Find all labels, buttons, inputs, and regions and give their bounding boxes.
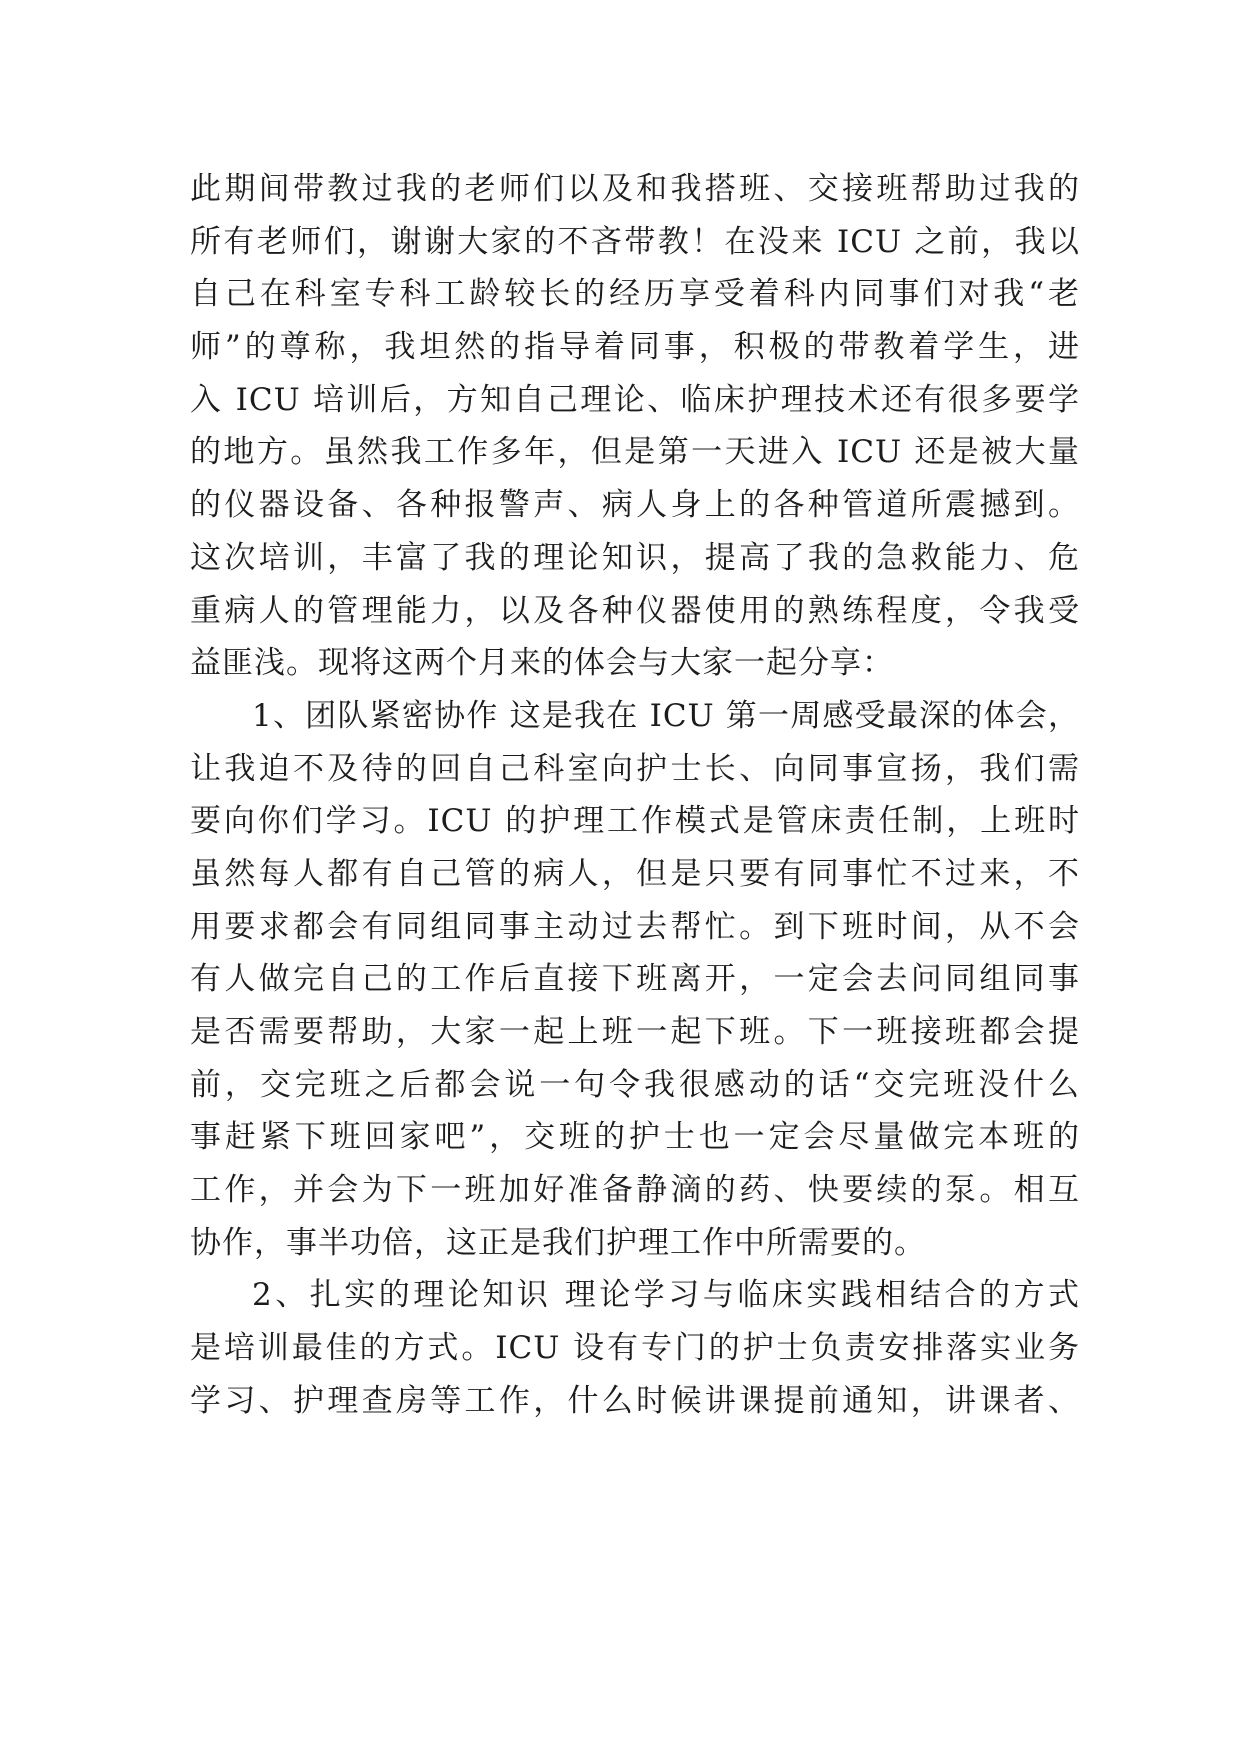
text-line: 所有老师们，谢谢大家的不吝带教！在没来 ICU 之前，我以 (190, 223, 1080, 260)
text-line: 协作，事半功倍，这正是我们护理工作中所需要的。 (190, 1224, 926, 1261)
text-line: 是否需要帮助，大家一起上班一起下班。下一班接班都会提 (190, 1014, 1080, 1050)
text-line: 的地方。虽然我工作多年，但是第一天进入 ICU 还是被大量 (190, 434, 1080, 471)
text-line: 自己在科室专科工龄较长的经历享受着科内同事们对我“老 (190, 276, 1080, 313)
text-line: 2、扎实的理论知识 理论学习与临床实践相结合的方式 (252, 1277, 1080, 1314)
text-line: 重病人的管理能力，以及各种仪器使用的熟练程度，令我受 (190, 592, 1080, 629)
text-line: 前，交完班之后都会说一句令我很感动的话“交完班没什么 (190, 1066, 1080, 1103)
text-line: 师”的尊称，我坦然的指导着同事，积极的带教着学生，进 (190, 329, 1080, 366)
text-line: 要向你们学习。ICU 的护理工作模式是管床责任制，上班时 (190, 803, 1080, 840)
text-line: 虽然每人都有自己管的病人，但是只要有同事忙不过来，不 (190, 855, 1080, 892)
text-line: 让我迫不及待的回自己科室向护士长、向同事宣扬，我们需 (190, 750, 1080, 787)
text-line: 事赶紧下班回家吧”，交班的护士也一定会尽量做完本班的 (190, 1119, 1080, 1156)
text-line: 这次培训，丰富了我的理论知识，提高了我的急救能力、危 (190, 539, 1080, 576)
text-line: 此期间带教过我的老师们以及和我搭班、交接班帮助过我的 (190, 171, 1080, 207)
text-line: 用要求都会有同组同事主动过去帮忙。到下班时间，从不会 (190, 908, 1080, 945)
text-line: 的仪器设备、各种报警声、病人身上的各种管道所震撼到。 (190, 487, 1080, 524)
text-line: 学习、护理查房等工作，什么时候讲课提前通知，讲课者、 (190, 1382, 1080, 1419)
body-text (190, 163, 1080, 1428)
text-line: 1、团队紧密协作 这是我在 ICU 第一周感受最深的体会， (252, 697, 1080, 734)
text-line: 有人做完自己的工作后直接下班离开，一定会去问同组同事 (190, 961, 1080, 998)
text-line: 工作，并会为下一班加好准备静滴的药、快要续的泵。相互 (190, 1172, 1080, 1209)
text-line: 是培训最佳的方式。ICU 设有专门的护士负责安排落实业务 (190, 1330, 1080, 1367)
text-line: 益匪浅。现将这两个月来的体会与大家一起分享： (190, 645, 894, 682)
text-line: 入 ICU 培训后，方知自己理论、临床护理技术还有很多要学 (190, 381, 1080, 418)
